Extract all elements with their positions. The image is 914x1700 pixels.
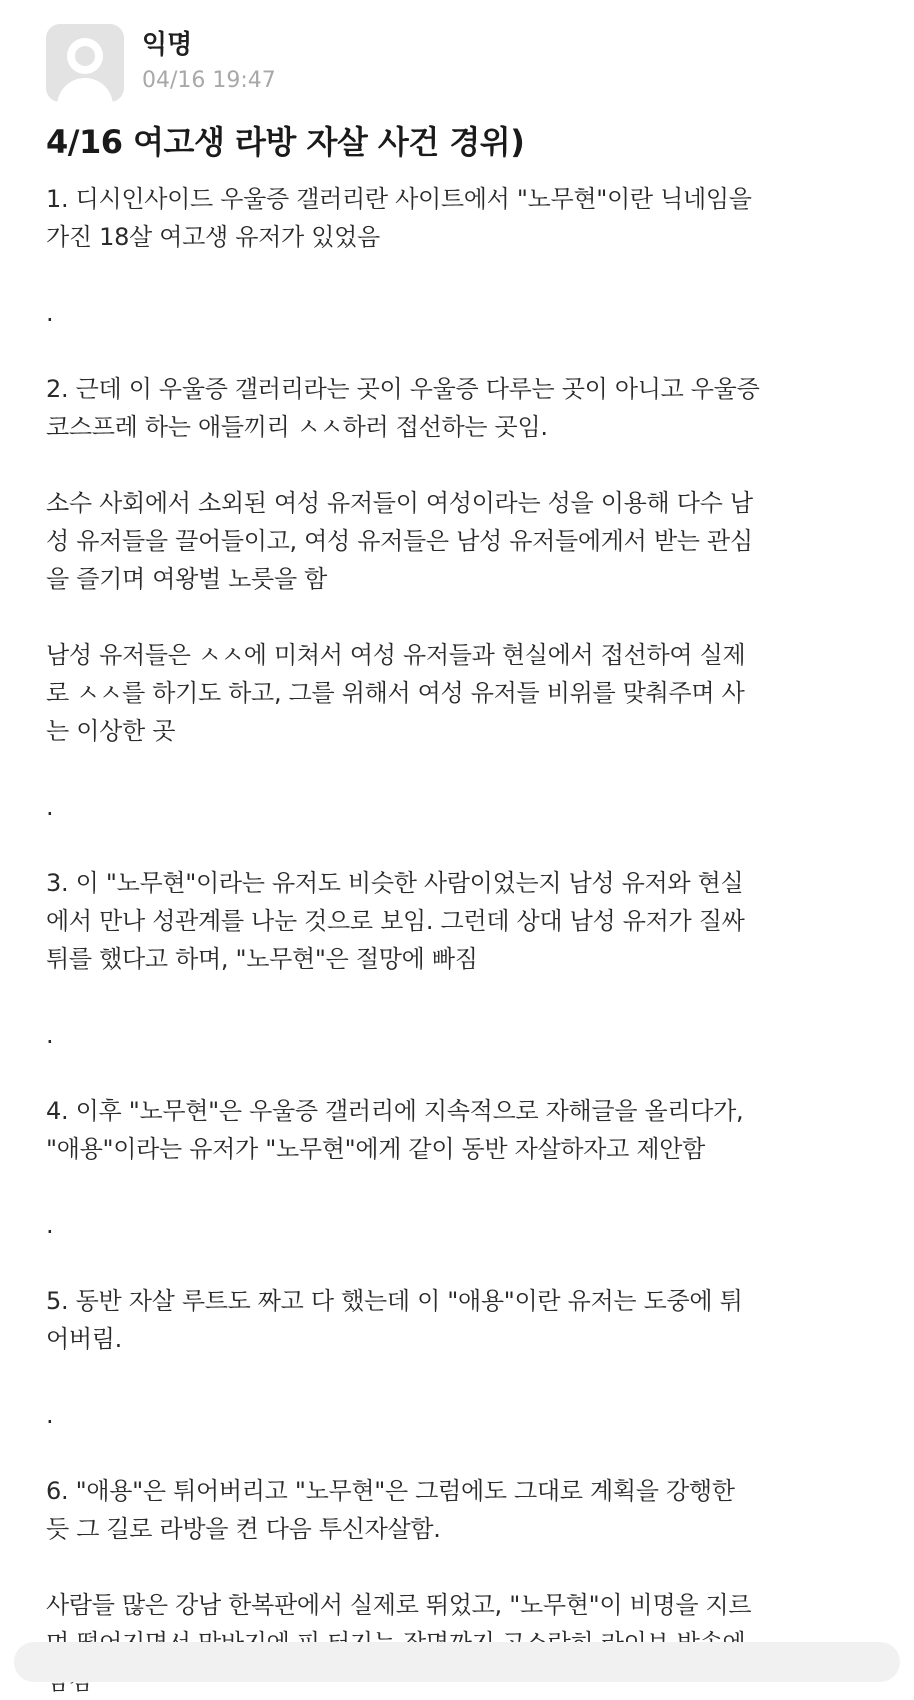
post-date: 04/16 19:47 (142, 68, 276, 93)
body-text-line: 4. 이후 "노무현"은 우울증 갤러리에 지속적으로 자해글을 올리다가, (46, 1097, 744, 1125)
paragraph-spacer (46, 750, 872, 788)
body-text-line: 3. 이 "노무현"이라는 유저도 비슷한 사람이었는지 남성 유저와 현실 (46, 869, 744, 897)
paragraph-spacer (46, 1358, 872, 1396)
body-text-line: . (46, 1021, 54, 1049)
paragraph-spacer (46, 1434, 872, 1472)
body-text-line: 남성 유저들은 ㅅㅅ에 미쳐서 여성 유저들과 현실에서 접선하여 실제 (46, 641, 746, 669)
body-text-line: 가진 18살 여고생 유저가 있었음 (46, 223, 380, 251)
body-text-line: 성 유저들을 끌어들이고, 여성 유저들은 남성 유저들에게서 받는 관심 (46, 527, 753, 555)
body-text-line: 튀를 했다고 하며, "노무현"은 절망에 빠짐 (46, 945, 478, 973)
post-body (46, 180, 872, 1700)
body-text-line: . (46, 1401, 54, 1429)
paragraph-spacer (46, 826, 872, 864)
paragraph-spacer (46, 256, 872, 294)
paragraph-spacer (46, 332, 872, 370)
body-text-line: 코스프레 하는 애들끼리 ㅅㅅ하러 접선하는 곳임. (46, 413, 548, 441)
body-text-line: 2. 근데 이 우울증 갤러리라는 곳이 우울증 다루는 곳이 아니고 우울증 (46, 375, 760, 403)
body-text-line: 에서 만나 성관계를 나눈 것으로 보임. 그런데 상대 남성 유저가 질싸 (46, 907, 745, 935)
body-text-line: 듯 그 길로 라방을 켠 다음 투신자살함. (46, 1515, 441, 1543)
body-text-line: 는 이상한 곳 (46, 717, 176, 745)
post-meta (142, 24, 276, 96)
body-text-line: 5. 동반 자살 루트도 짜고 다 했는데 이 "애용"이란 유저는 도중에 튀 (46, 1287, 743, 1315)
post-header (46, 24, 276, 102)
paragraph-spacer (46, 1054, 872, 1092)
paragraph-spacer (46, 446, 872, 484)
paragraph-spacer (46, 1548, 872, 1586)
paragraph-spacer (46, 1168, 872, 1206)
comment-input-bar[interactable] (14, 1642, 900, 1682)
body-text-line: "애용"이라는 유저가 "노무현"에게 같이 동반 자살하자고 제안함 (46, 1135, 706, 1163)
body-text-line: 을 즐기며 여왕벌 노릇을 함 (46, 565, 328, 593)
paragraph-spacer (46, 598, 872, 636)
post-title: 4/16 여고생 라방 자살 사건 경위) (46, 123, 525, 161)
body-text-line: 사람들 많은 강남 한복판에서 실제로 뛰었고, "노무현"이 비명을 지르 (46, 1591, 752, 1619)
avatar[interactable] (46, 24, 124, 102)
body-text-line: 소수 사회에서 소외된 여성 유저들이 여성이라는 성을 이용해 다수 남 (46, 489, 753, 517)
body-text-line: 로 ㅅㅅ를 하기도 하고, 그를 위해서 여성 유저들 비위를 맞춰주며 사 (46, 679, 745, 707)
body-text-line: 6. "애용"은 튀어버리고 "노무현"은 그럼에도 그대로 계획을 강행한 (46, 1477, 735, 1505)
body-text-line: . (46, 1211, 54, 1239)
author-name: 익명 (142, 30, 193, 60)
paragraph-spacer (46, 1244, 872, 1282)
avatar-body-shape (57, 78, 113, 102)
body-text-line: 어버림. (46, 1325, 122, 1353)
avatar-head-shape (67, 38, 103, 74)
body-text-line: . (46, 299, 54, 327)
paragraph-spacer (46, 978, 872, 1016)
body-text-line: 1. 디시인사이드 우울증 갤러리란 사이트에서 "노무현"이란 닉네임을 (46, 185, 752, 213)
body-text-line: . (46, 793, 54, 821)
